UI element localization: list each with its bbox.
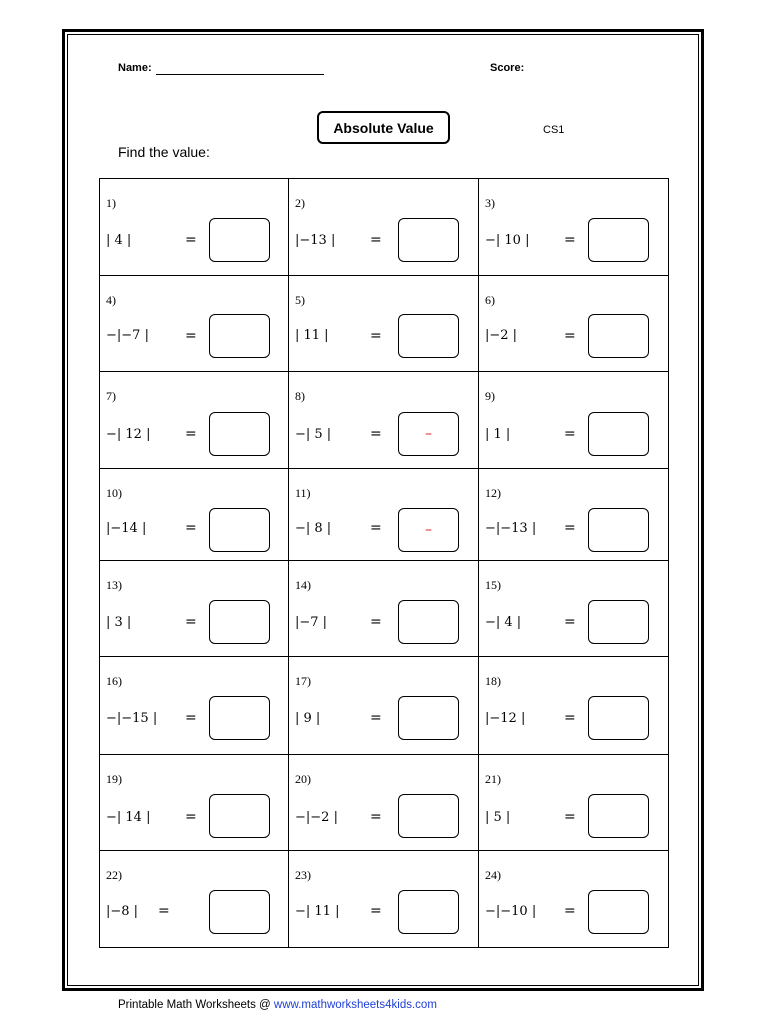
footer xyxy=(118,999,437,1011)
equals-sign: = xyxy=(185,328,197,344)
problem-cell xyxy=(479,657,668,755)
problem-cell xyxy=(479,276,668,372)
answer-box[interactable] xyxy=(398,890,459,934)
problem-expression: |−12 | xyxy=(485,711,526,726)
footer-link[interactable]: www.mathworksheets4kids.com xyxy=(273,999,437,1011)
problem-cell xyxy=(479,179,668,276)
answer-box[interactable] xyxy=(588,412,649,456)
equals-sign: = xyxy=(564,903,576,919)
footer-text: Printable Math Worksheets @ xyxy=(118,999,274,1011)
problem-expression: |−8 | xyxy=(106,904,139,919)
answer-box[interactable] xyxy=(398,600,459,644)
equals-sign: = xyxy=(370,614,382,630)
problem-number: 3) xyxy=(485,196,495,210)
equals-sign: = xyxy=(370,710,382,726)
problem-expression: −|−15 | xyxy=(106,711,158,726)
equals-sign: = xyxy=(370,809,382,825)
equals-sign: = xyxy=(564,614,576,630)
answer-box[interactable] xyxy=(398,696,459,740)
answer-box[interactable] xyxy=(209,696,270,740)
problem-number: 1) xyxy=(106,196,116,210)
answer-box[interactable] xyxy=(398,314,459,358)
answer-box[interactable] xyxy=(588,600,649,644)
answer-box[interactable] xyxy=(398,794,459,838)
problem-cell xyxy=(100,851,289,947)
problem-number: 19) xyxy=(106,772,122,786)
equals-sign: = xyxy=(185,426,197,442)
answer-box[interactable] xyxy=(588,890,649,934)
problem-cell xyxy=(289,276,479,372)
problem-cell xyxy=(100,179,289,276)
problem-cell xyxy=(100,372,289,469)
problem-cell xyxy=(479,851,668,947)
problem-number: 24) xyxy=(485,868,501,882)
problem-expression: −|−13 | xyxy=(485,521,537,536)
problem-cell xyxy=(289,179,479,276)
worksheet-code: CS1 xyxy=(543,124,565,136)
answer-box[interactable]: – xyxy=(398,508,459,552)
answer-box[interactable] xyxy=(588,794,649,838)
equals-sign: = xyxy=(158,903,170,919)
equals-sign: = xyxy=(185,809,197,825)
answer-box[interactable]: – xyxy=(398,412,459,456)
problem-number: 10) xyxy=(106,486,122,500)
answer-box[interactable] xyxy=(588,696,649,740)
problem-expression: −|−7 | xyxy=(106,328,149,343)
name-field-line[interactable] xyxy=(156,74,324,75)
worksheet-title-text: Absolute Value xyxy=(333,119,434,136)
equals-sign: = xyxy=(564,328,576,344)
problem-cell xyxy=(100,755,289,851)
answer-box[interactable] xyxy=(588,218,649,262)
problem-number: 4) xyxy=(106,293,116,307)
equals-sign: = xyxy=(564,710,576,726)
problem-expression: | 5 | xyxy=(485,810,511,825)
equals-sign: = xyxy=(185,520,197,536)
problem-expression: −| 10 | xyxy=(485,233,530,248)
problem-number: 11) xyxy=(295,486,311,500)
problem-expression: −| 14 | xyxy=(106,810,151,825)
problem-expression: | 3 | xyxy=(106,615,132,630)
instruction-text: Find the value: xyxy=(118,144,210,160)
problem-cell xyxy=(289,469,479,561)
problem-cell xyxy=(100,657,289,755)
equals-sign: = xyxy=(185,614,197,630)
problem-number: 2) xyxy=(295,196,305,210)
problem-cell xyxy=(479,372,668,469)
problem-number: 16) xyxy=(106,674,122,688)
equals-sign: = xyxy=(370,426,382,442)
problem-expression: | 4 | xyxy=(106,233,132,248)
problem-number: 17) xyxy=(295,674,311,688)
problem-cell xyxy=(289,561,479,657)
problem-cell xyxy=(100,276,289,372)
problem-expression: −| 11 | xyxy=(295,904,340,919)
problem-number: 9) xyxy=(485,389,495,403)
problem-expression: | 9 | xyxy=(295,711,321,726)
problem-cell xyxy=(289,372,479,469)
problem-number: 20) xyxy=(295,772,311,786)
problem-expression: −| 12 | xyxy=(106,427,151,442)
problem-expression: |−7 | xyxy=(295,615,328,630)
problem-expression: |−13 | xyxy=(295,233,336,248)
answer-box[interactable] xyxy=(398,218,459,262)
answer-box[interactable] xyxy=(588,314,649,358)
answer-box[interactable] xyxy=(209,600,270,644)
answer-box[interactable] xyxy=(209,508,270,552)
equals-sign: = xyxy=(185,710,197,726)
problem-expression: −|−2 | xyxy=(295,810,338,825)
equals-sign: = xyxy=(370,520,382,536)
name-label: Name: xyxy=(118,62,152,74)
score-label: Score: xyxy=(490,62,525,74)
problem-expression: |−2 | xyxy=(485,328,518,343)
problem-number: 6) xyxy=(485,293,495,307)
problem-expression: −|−10 | xyxy=(485,904,537,919)
equals-sign: = xyxy=(370,328,382,344)
problem-expression: −| 4 | xyxy=(485,615,522,630)
problem-expression: | 1 | xyxy=(485,427,511,442)
problem-number: 23) xyxy=(295,868,311,882)
problem-cell xyxy=(100,469,289,561)
problem-number: 5) xyxy=(295,293,305,307)
problem-cell xyxy=(289,657,479,755)
answer-box[interactable] xyxy=(588,508,649,552)
answer-box[interactable] xyxy=(209,314,270,358)
worksheet-title xyxy=(317,111,450,144)
problem-number: 18) xyxy=(485,674,501,688)
answer-box[interactable] xyxy=(209,218,270,262)
problem-expression: −| 8 | xyxy=(295,521,332,536)
problem-number: 13) xyxy=(106,578,122,592)
equals-sign: = xyxy=(370,903,382,919)
answer-box[interactable] xyxy=(209,890,270,934)
answer-box[interactable] xyxy=(209,794,270,838)
answer-box[interactable] xyxy=(209,412,270,456)
problem-number: 22) xyxy=(106,868,122,882)
equals-sign: = xyxy=(370,232,382,248)
problem-number: 15) xyxy=(485,578,501,592)
problem-cell xyxy=(479,469,668,561)
problem-number: 12) xyxy=(485,486,501,500)
problem-expression: −| 5 | xyxy=(295,427,332,442)
problem-expression: |−14 | xyxy=(106,521,147,536)
equals-sign: = xyxy=(185,232,197,248)
equals-sign: = xyxy=(564,426,576,442)
problem-cell xyxy=(479,755,668,851)
problem-number: 21) xyxy=(485,772,501,786)
problem-cell xyxy=(100,561,289,657)
problem-number: 7) xyxy=(106,389,116,403)
problem-number: 8) xyxy=(295,389,305,403)
problem-cell xyxy=(289,755,479,851)
equals-sign: = xyxy=(564,809,576,825)
equals-sign: = xyxy=(564,520,576,536)
equals-sign: = xyxy=(564,232,576,248)
problem-expression: | 11 | xyxy=(295,328,329,343)
problem-cell xyxy=(289,851,479,947)
problem-grid xyxy=(99,178,669,948)
problem-number: 14) xyxy=(295,578,311,592)
problem-cell xyxy=(479,561,668,657)
